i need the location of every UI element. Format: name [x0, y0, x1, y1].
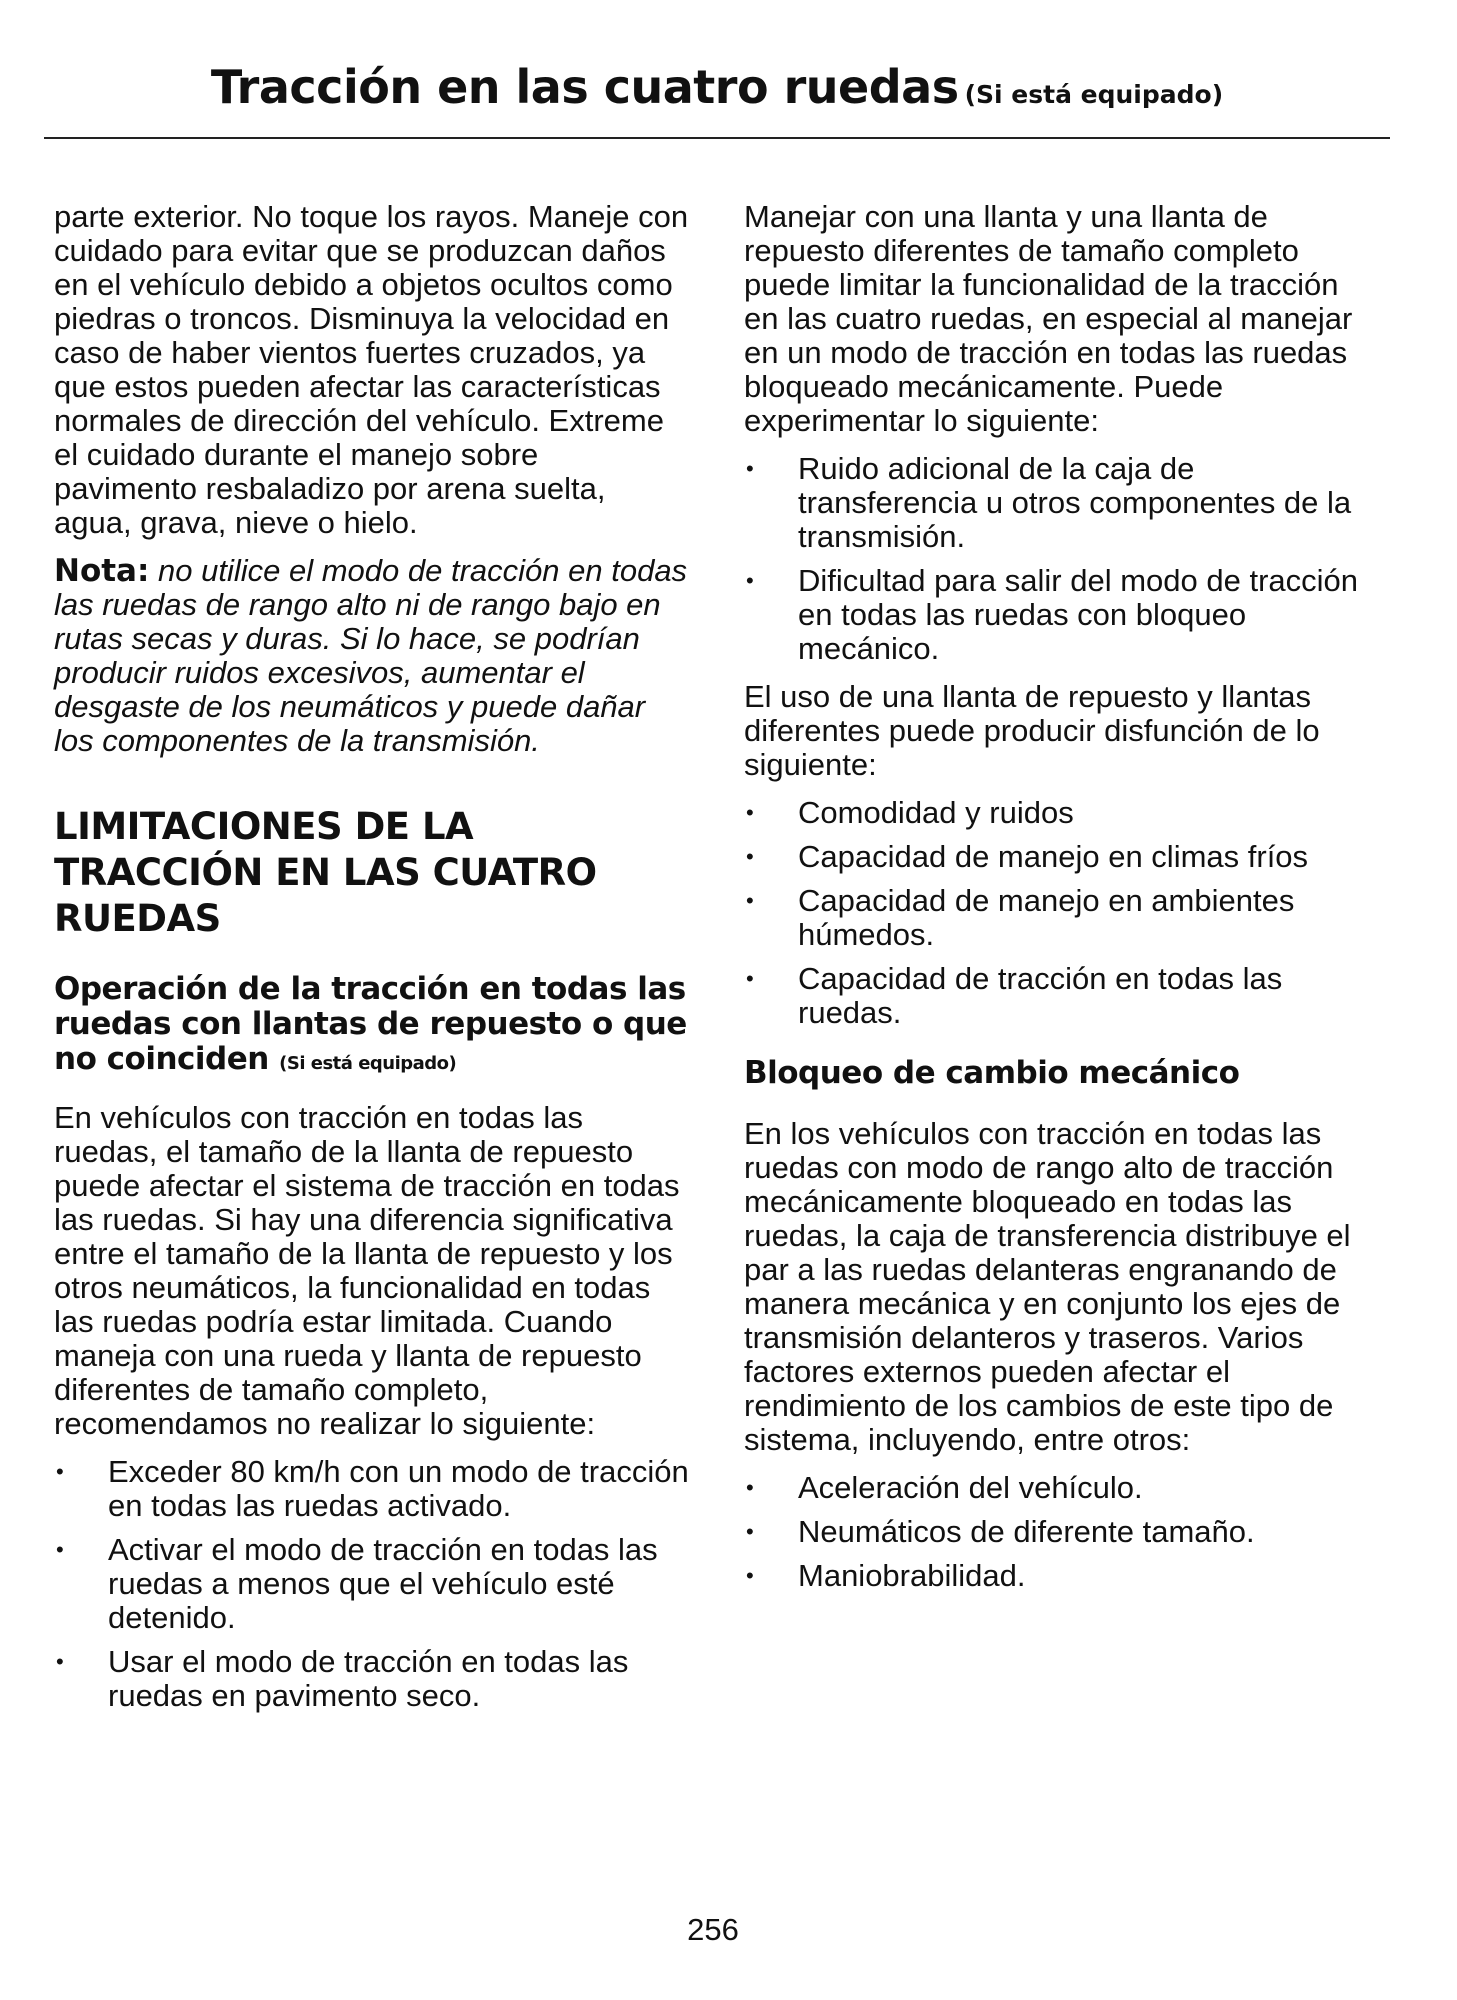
page-header — [44, 60, 1390, 114]
list-item-text: Capacidad de manejo en climas fríos — [798, 839, 1309, 874]
list-item-text: Usar el modo de tracción en todas las ruedas en pavimento seco. — [108, 1644, 629, 1713]
list-item — [744, 884, 1379, 952]
list-item — [54, 1645, 689, 1713]
left-column — [54, 200, 689, 1727]
bullet-list-factors — [744, 1471, 1379, 1593]
bullet-list-effects — [744, 452, 1379, 666]
note-label: Nota: — [54, 553, 150, 589]
bullet-icon: • — [56, 1649, 64, 1674]
bullet-icon: • — [746, 1475, 754, 1500]
bullet-list-recommendations — [54, 1455, 689, 1713]
intro-paragraph: parte exterior. No toque los rayos. Maneje con cuidado para evitar que se produzcan daños en el vehículo debido a objetos ocultos como piedras o troncos. Disminuya la velocidad en caso de haber vientos fuertes cruzados, ya que estos pueden afectar las características normales de dirección del vehículo. Extreme el cuidado durante el manejo sobre pavimento resbaladizo por arena suelta, agua, grava, nieve o hielo. — [54, 199, 689, 540]
list-item-text: Aceleración del vehículo. — [798, 1470, 1143, 1505]
list-item — [744, 840, 1379, 874]
bullet-icon: • — [746, 1519, 754, 1544]
bullet-icon: • — [746, 800, 754, 825]
list-item — [744, 452, 1379, 554]
list-item-text: Exceder 80 km/h con un modo de tracción en todas las ruedas activado. — [108, 1454, 689, 1523]
list-item — [744, 962, 1379, 1030]
list-item — [744, 1471, 1379, 1505]
bullet-icon: • — [746, 966, 754, 991]
paragraph-spare-limits: Manejar con una llanta y una llanta de repuesto diferentes de tamaño completo puede limitar la funcionalidad de la tracción en las cuatro ruedas, en especial al manejar en un modo de tracción en todas las ruedas bloqueado mecánicamente. Puede experimentar lo siguiente: — [744, 199, 1353, 438]
list-item — [744, 1559, 1379, 1593]
bullet-icon: • — [746, 888, 754, 913]
page-number: 256 — [687, 1912, 739, 1947]
header-divider — [44, 137, 1390, 139]
page-title-suffix: (Si está equipado) — [964, 80, 1224, 109]
paragraph-malfunction: El uso de una llanta de repuesto y llantas diferentes puede producir disfunción de lo siguiente: — [744, 679, 1320, 782]
list-item-text: Activar el modo de tracción en todas las ruedas a menos que el vehículo esté detenido. — [108, 1532, 658, 1635]
bullet-icon: • — [746, 1563, 754, 1588]
bullet-icon: • — [56, 1537, 64, 1562]
list-item-text: Capacidad de manejo en ambientes húmedos. — [798, 883, 1295, 952]
bullet-icon: • — [56, 1459, 64, 1484]
body-paragraph: En vehículos con tracción en todas las ruedas, el tamaño de la llanta de repuesto puede afectar el sistema de tracción en todas las ruedas. Si hay una diferencia significativa entre el tamaño de la llanta de repuesto y los otros neumáticos, la funcionalidad en todas las ruedas podría estar limitada. Cuando maneja con una rueda y llanta de repuesto diferentes de tamaño completo, recomendamos no realizar lo siguiente: — [54, 1100, 680, 1441]
list-item — [744, 796, 1379, 830]
sub-heading-text: Operación de la tracción en todas las ruedas con llantas de repuesto o que no coinciden — [54, 971, 687, 1077]
right-column — [744, 200, 1379, 1607]
list-item-text: Dificultad para salir del modo de tracción en todas las ruedas con bloqueo mecánico. — [798, 563, 1358, 666]
list-item-text: Ruido adicional de la caja de transferencia u otros componentes de la transmisión. — [798, 451, 1352, 554]
list-item-text: Neumáticos de diferente tamaño. — [798, 1514, 1255, 1549]
list-item-text: Maniobrabilidad. — [798, 1558, 1026, 1593]
list-item-text: Comodidad y ruidos — [798, 795, 1074, 830]
note-paragraph — [54, 554, 689, 758]
page-title: Tracción en las cuatro ruedas — [210, 60, 959, 114]
bullet-icon: • — [746, 844, 754, 869]
list-item — [54, 1455, 689, 1523]
bullet-icon: • — [746, 456, 754, 481]
list-item — [54, 1533, 689, 1635]
list-item-text: Capacidad de tracción en todas las ruedas. — [798, 961, 1283, 1030]
section-heading: LIMITACIONES DE LA TRACCIÓN EN LAS CUATRO RUEDAS — [54, 805, 597, 940]
bullet-icon: • — [746, 568, 754, 593]
bullet-list-malfunction — [744, 796, 1379, 1030]
paragraph-mechanical-lock: En los vehículos con tracción en todas las ruedas con modo de rango alto de tracción mecánicamente bloqueado en todas las ruedas, la caja de transferencia distribuye el par a las ruedas delanteras engranando de manera mecánica y en conjunto los ejes de transmisión delanteros y traseros. Varios factores externos pueden afectar el rendimiento de los cambios de este tipo de sistema, incluyendo, entre otros: — [744, 1116, 1351, 1457]
list-item — [744, 564, 1379, 666]
sub-heading-spare-tires — [54, 972, 689, 1081]
list-item — [744, 1515, 1379, 1549]
sub-heading-suffix: (Si está equipado) — [279, 1053, 457, 1074]
note-text: no utilice el modo de tracción en todas las ruedas de rango alto ni de rango bajo en rutas secas y duras. Si lo hace, se podrían producir ruidos excesivos, aumentar el desgaste de los neumáticos y puede dañar los componentes de la transmisión. — [54, 553, 688, 758]
sub-heading-mechanical-lock: Bloqueo de cambio mecánico — [744, 1055, 1240, 1091]
